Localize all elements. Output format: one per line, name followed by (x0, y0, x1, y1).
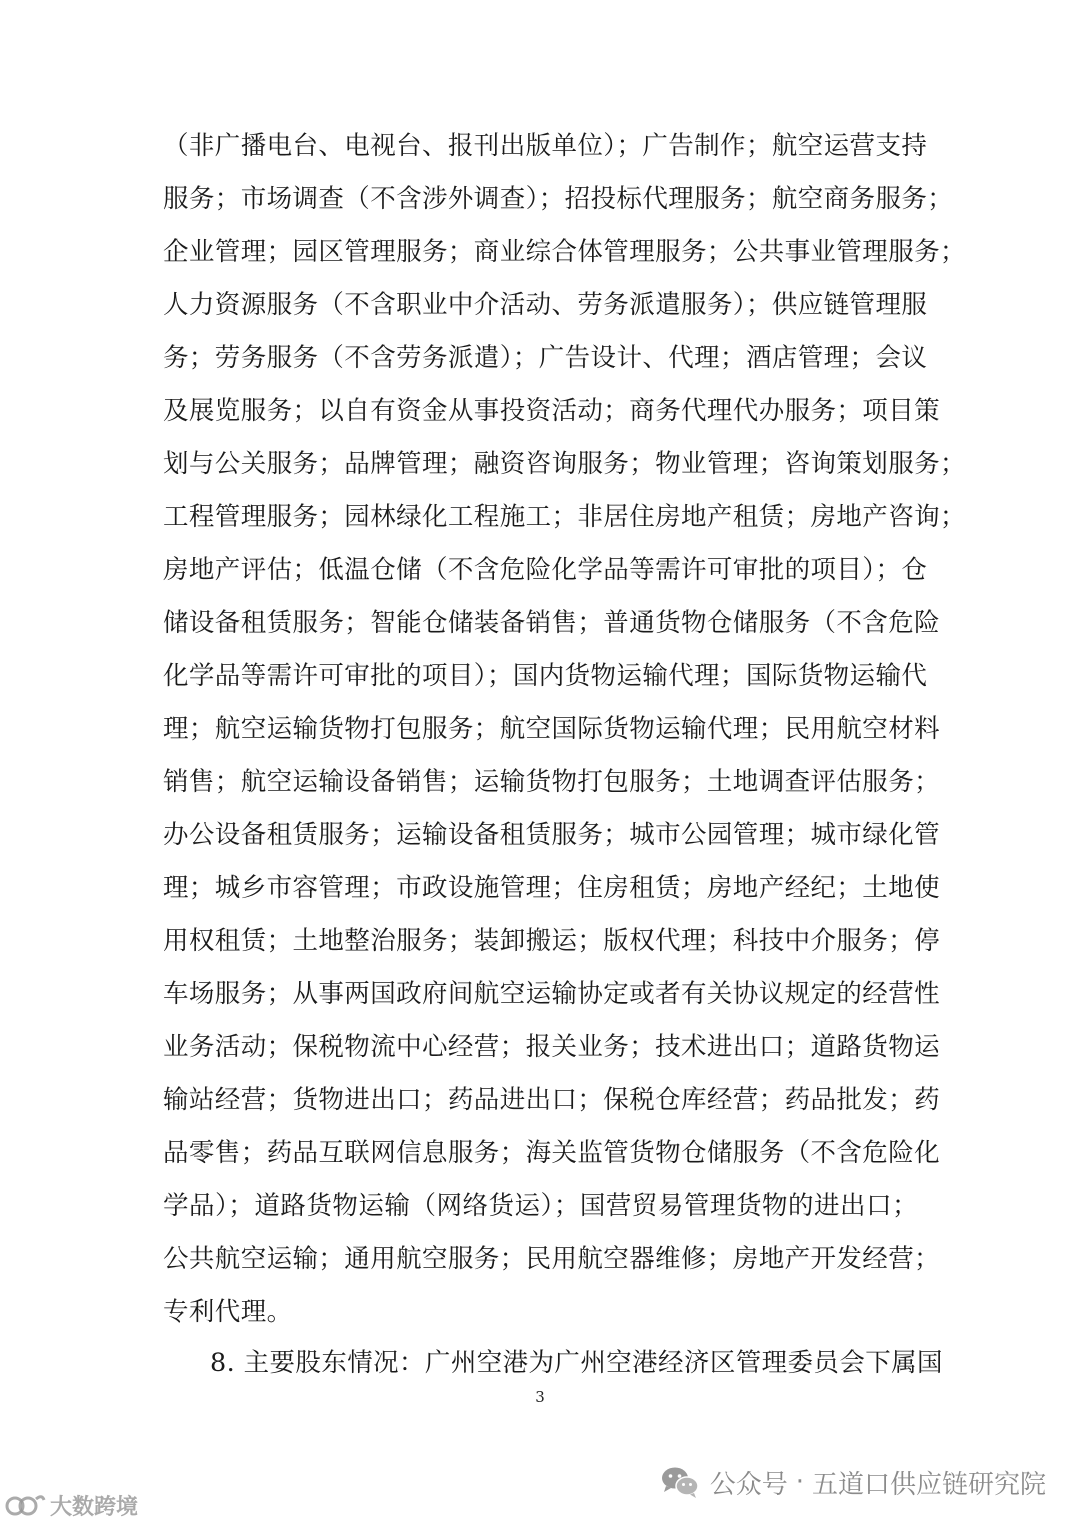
text-line: 理；城乡市容管理；市政设施管理；住房租赁；房地产经纪；土地使 (163, 873, 941, 903)
text-line: 企业管理；园区管理服务；商业综合体管理服务；公共事业管理服务； (163, 237, 966, 267)
text-line: 学品）；道路货物运输（网络货运）；国营贸易管理货物的进出口； (163, 1191, 918, 1221)
text-line: 办公设备租赁服务；运输设备租赁服务；城市公园管理；城市绿化管 (163, 820, 941, 850)
text-line: 划与公关服务；品牌管理；融资咨询服务；物业管理；咨询策划服务； (163, 449, 966, 479)
text-line: 用权租赁；土地整治服务；装卸搬运；版权代理；科技中介服务；停 (163, 926, 941, 956)
text-line: 化学品等需许可审批的项目）；国内货物运输代理；国际货物运输代 (163, 661, 928, 691)
text-line: 理；航空运输货物打包服务；航空国际货物运输代理；民用航空材料 (163, 714, 941, 744)
channel-label: 公众号 (709, 1469, 788, 1500)
wechat-icon (660, 1465, 700, 1499)
text-line: 服务；市场调查（不含涉外调查）；招投标代理服务；航空商务服务； (163, 184, 954, 214)
text-line: 公共航空运输；通用航空服务；民用航空器维修；房地产开发经营； (163, 1244, 941, 1274)
site-logo-text: 大数跨境 (50, 1494, 139, 1520)
account-name: 五道口供应链研究院 (811, 1469, 1046, 1500)
text-line: 务；劳务服务（不含劳务派遣）；广告设计、代理；酒店管理；会议 (163, 343, 928, 373)
text-line: 销售；航空运输设备销售；运输货物打包服务；土地调查评估服务； (163, 767, 941, 797)
site-watermark (4, 1487, 138, 1523)
text-line: 业务活动；保税物流中心经营；报关业务；技术进出口；道路货物运 (163, 1032, 941, 1062)
text-line: 专利代理。 (163, 1297, 293, 1327)
page-number: 3 (535, 1388, 545, 1406)
text-line: 房地产评估；低温仓储（不含危险化学品等需许可审批的项目）；仓 (163, 555, 928, 585)
separator-dot: · (795, 1467, 804, 1497)
paragraph-shareholders (210, 1337, 943, 1390)
text-line: （非广播电台、电视台、报刊出版单位）；广告制作；航空运营支持 (163, 131, 928, 161)
text-line: 工程管理服务；园林绿化工程施工；非居住房地产租赁；房地产咨询； (163, 502, 966, 532)
site-logo-icon (4, 1491, 46, 1519)
paragraph-business-scope (163, 120, 966, 1339)
text-line: 车场服务；从事两国政府间航空运输协定或者有关协议规定的经营性 (163, 979, 941, 1009)
text-line: 输站经营；货物进出口；药品进出口；保税仓库经营；药品批发；药 (163, 1085, 941, 1115)
wechat-account-watermark (660, 1460, 1046, 1504)
text-line: 储设备租赁服务；智能仓储装备销售；普通货物仓储服务（不含危险 (163, 608, 941, 638)
text-line: 及展览服务；以自有资金从事投资活动；商务代理代办服务；项目策 (163, 396, 941, 426)
text-line: 品零售；药品互联网信息服务；海关监管货物仓储服务（不含危险化 (163, 1138, 941, 1168)
text-line: 人力资源服务（不含职业中介活动、劳务派遣服务）；供应链管理服 (163, 290, 928, 320)
text-line: 8. 主要股东情况：广州空港为广州空港经济区管理委员会下属国 (210, 1348, 943, 1378)
